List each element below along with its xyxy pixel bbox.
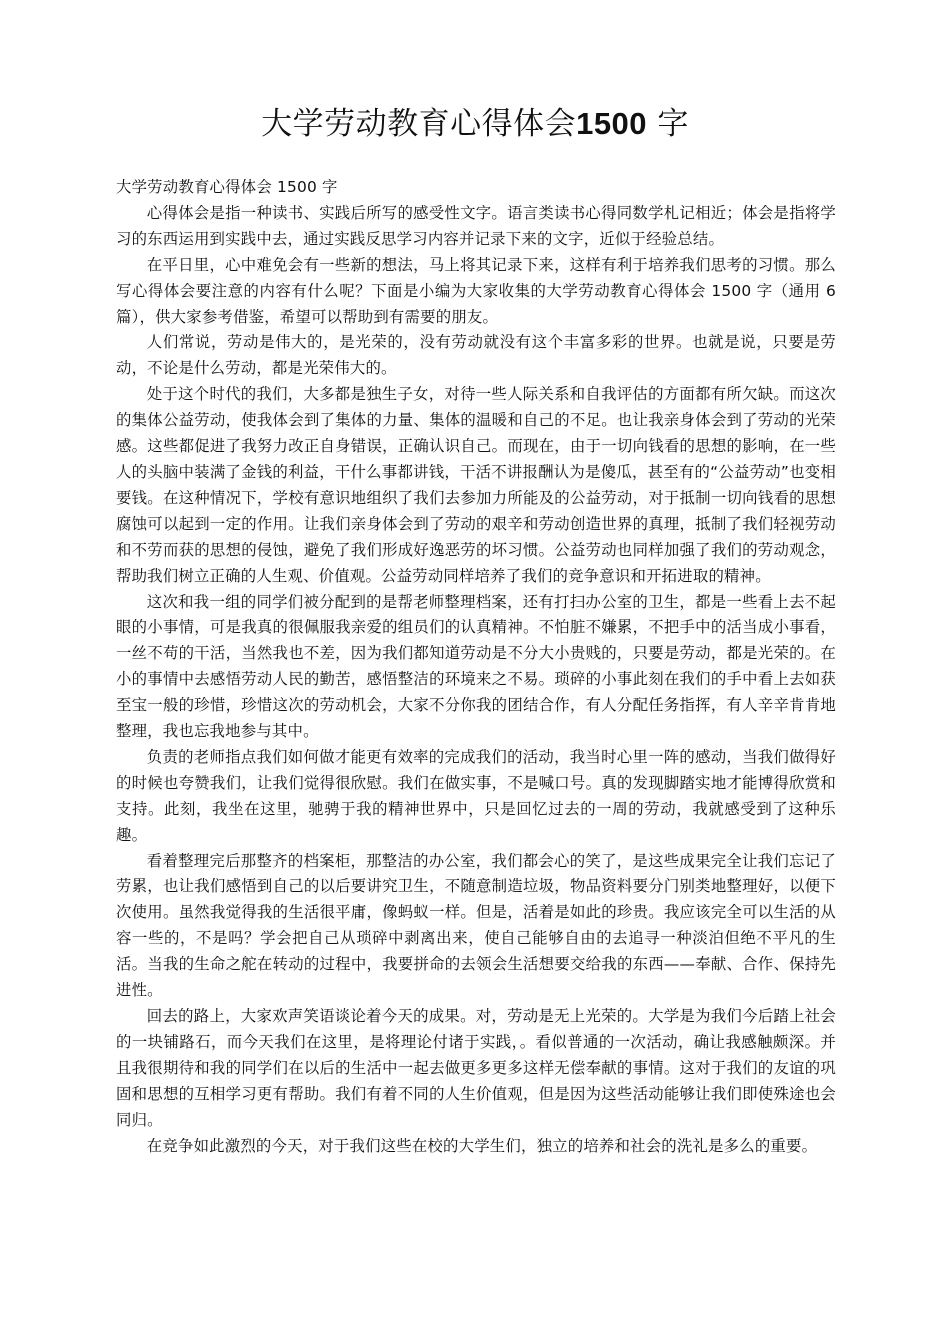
paragraph: 在平日里，心中难免会有一些新的想法，马上将其记录下来，这样有利于培养我们思考的习惯。那么写心得体会要注意的内容有什么呢？下面是小编为大家收集的大学劳动教育心得体会 1500 字（通用 6 篇），供大家参考借鉴，希望可以帮助到有需要的朋友。 (116, 255, 836, 326)
title-text: 大学劳动教育心得体会 (261, 106, 577, 142)
page-title (0, 100, 950, 148)
paragraph: 处于这个时代的我们，大多都是独生子女，对待一些人际关系和自我评估的方面都有所欠缺。而这次的集体公益劳动，使我体会到了集体的力量、集体的温暖和自己的不足。也让我亲身体会到了劳动的光荣感。这些都促进了我努力改正自身错误，正确认识自己。而现在，由于一切向钱看的思想的影响，在一些人的头脑中装满了金钱的利益，干什么事都讲钱，干活不讲报酬认为是傻瓜，甚至有的“公益劳动”也变相要钱。在这种情况下，学校有意识地组织了我们去参加力所能及的公益劳动，对于抵制一切向钱看的思想腐蚀可以起到一定的作用。让我们亲身体会到了劳动的艰辛和劳动创造世界的真理，抵制了我们轻视劳动和不劳而获的思想的侵蚀，避免了我们形成好逸恶劳的坏习惯。公益劳动也同样加强了我们的劳动观念，帮助我们树立正确的人生观、价值观。公益劳动同样培养了我们的竞争意识和开拓进取的精神。 (116, 385, 836, 585)
paragraph: 看着整理完后那整齐的档案柜，那整洁的办公室，我们都会心的笑了，是这些成果完全让我们忘记了劳累，也让我们感悟到自己的以后要讲究卫生，不随意制造垃圾，物品资料要分门别类地整理好，以便下次使用。虽然我觉得我的生活很平庸，像蚂蚁一样。但是，活着是如此的珍贵。我应该完全可以生活的从容一些的，不是吗？学会把自己从琐碎中剥离出来，使自己能够自由的去追寻一种淡泊但绝不平凡的生活。当我的生命之舵在转动的过程中，我要拼命的去领会生活想要交给我的东西——奉献、合作、保持先进性。 (116, 851, 836, 1000)
paragraph: 这次和我一组的同学们被分配到的是帮老师整理档案，还有打扫办公室的卫生，都是一些看上去不起眼的小事情，可是我真的很佩服我亲爱的组员们的认真精神。不怕脏不嫌累，不把手中的活当成小事看，一丝不苟的干活，当然我也不差，因为我们都知道劳动是不分大小贵贱的，只要是劳动，都是光荣的。在小的事情中去感悟劳动人民的勤苦，感悟整洁的环境来之不易。琐碎的小事此刻在我们的手中看上去如获至宝一般的珍惜，珍惜这次的劳动机会，大家不分你我的团结合作，有人分配任务指挥，有人辛辛肯肯地整理，我也忘我地参与其中。 (116, 592, 836, 741)
paragraph: 负责的老师指点我们如何做才能更有效率的完成我们的活动，我当时心里一阵的感动，当我们做得好的时候也夸赞我们，让我们觉得很欣慰。我们在做实事，不是喊口号。真的发现脚踏实地才能博得欣赏和支持。此刻，我坐在这里，驰骋于我的精神世界中，只是回忆过去的一周的劳动，我就感受到了这种乐趣。 (116, 747, 836, 844)
paragraph: 心得体会是指一种读书、实践后所写的感受性文字。语言类读书心得同数学札记相近；体会是指将学习的东西运用到实践中去，通过实践反思学习内容并记录下来的文字，近似于经验总结。 (116, 203, 836, 248)
document-subtitle: 大学劳动教育心得体会 1500 字 (116, 178, 338, 196)
title-suffix: 字 (657, 106, 689, 142)
document-body (116, 175, 836, 1159)
paragraph: 回去的路上，大家欢声笑语谈论着今天的成果。对，劳动是无上光荣的。大学是为我们今后踏上社会的一块铺路石，而今天我们在这里，是将理论付诸于实践，。看似普通的一次活动，确让我感触颇深。并且我很期待和我的同学们在以后的生活中一起去做更多更多这样无偿奉献的事情。这对于我们的友谊的巩固和思想的互相学习更有帮助。我们有着不同的人生价值观，但是因为这些活动能够让我们即使殊途也会同归。 (116, 1007, 836, 1129)
title-number: 1500 (576, 106, 648, 141)
paragraph: 在竞争如此激烈的今天，对于我们这些在校的大学生们，独立的培养和社会的洗礼是多么的重要。 (146, 1136, 818, 1155)
paragraph: 人们常说，劳动是伟大的，是光荣的，没有劳动就没有这个丰富多彩的世界。也就是说，只要是劳动，不论是什么劳动，都是光荣伟大的。 (116, 333, 836, 378)
